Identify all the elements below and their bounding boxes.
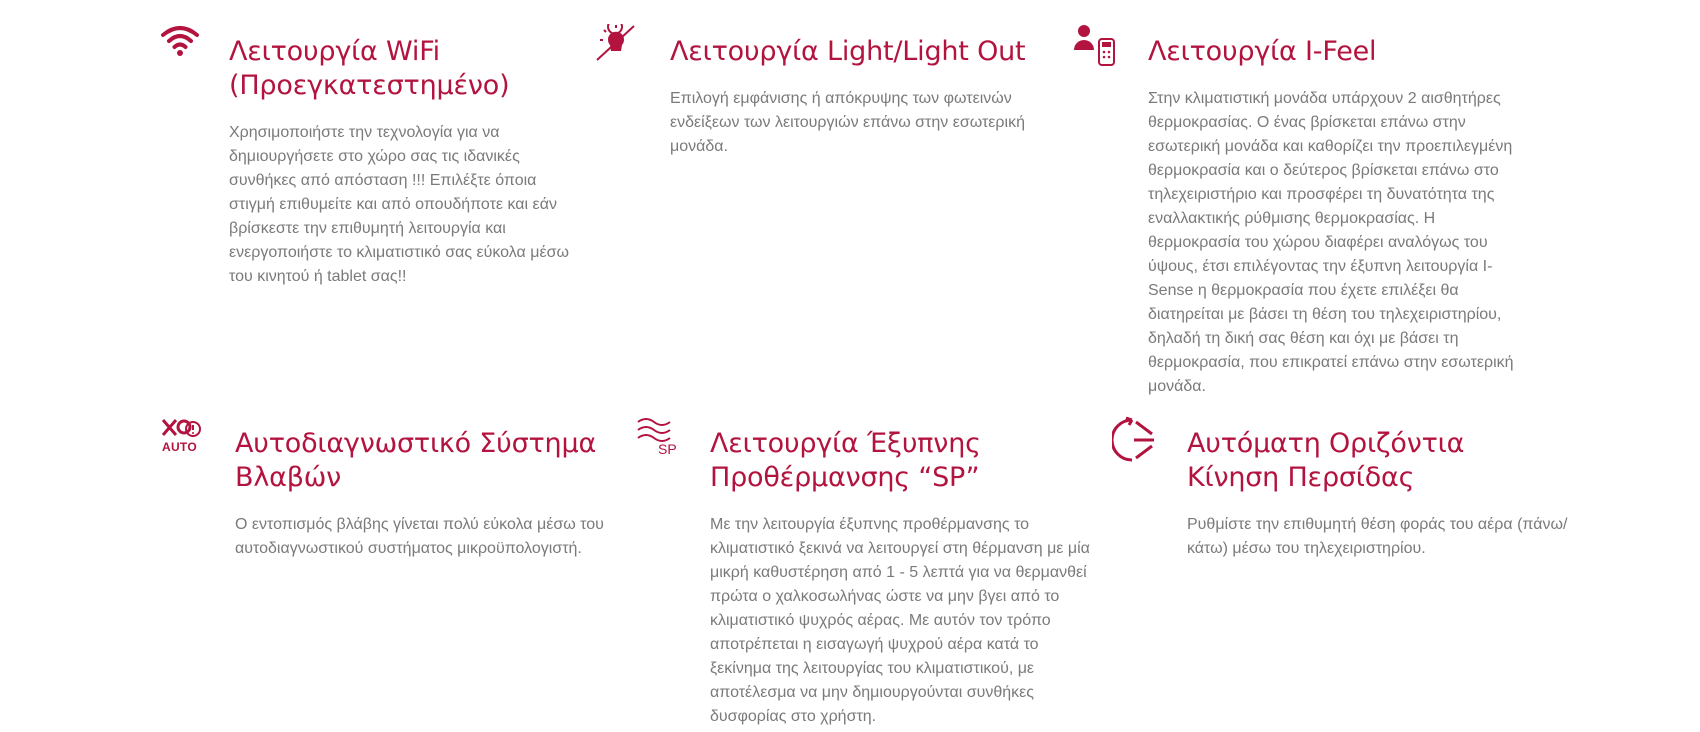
feature-title: Λειτουργία I-Feel (1148, 36, 1377, 67)
svg-text:SP (658, 441, 677, 457)
feature-title: Λειτουργία Light/Light Out (670, 36, 1026, 67)
feature-title: Αυτόματη Οριζόντια Κίνηση Περσίδας (1187, 428, 1465, 493)
feature-description: Ο εντοπισμός βλάβης γίνεται πολύ εύκολα μέσω του αυτοδιαγνωστικού συστήματος μικροϋπολογιστή. (235, 516, 604, 557)
feature-description: Χρησιμοποιήστε την τεχνολογία για να δημιουργήσετε στο χώρο σας τις ιδανικές συνθήκες από απόσταση !!! Επιλέξτε όποια στιγμή επιθυμείτε και από οπουδήποτε και εάν βρίσκεστε την επιθυμητή λειτουργία και ενεργοποιήστε το κλιματιστικό σας εύκολα μέσω του κινητού ή tablet σας!! (229, 124, 569, 285)
feature-description: Ρυθμίστε την επιθυμητή θέση φοράς του αέρα (πάνω/κάτω) μέσω του τηλεχειριστηρίου. (1187, 516, 1568, 557)
feature-title: Λειτουργία Έξυπνης Προθέρμανσης “SP” (710, 428, 981, 493)
wifi-icon (160, 24, 200, 58)
sp-preheat-icon (636, 414, 680, 458)
feature-description: Στην κλιματιστική μονάδα υπάρχουν 2 αισθητήρες θερμοκρασίας. Ο ένας βρίσκεται επάνω στην εσωτερική μονάδα και καθορίζει την προεπιλεγμένη θερμοκρασία και ο δεύτερος βρίσκεται επάνω στο τηλεχειριστήριο και προσφέρει τη δυνατότητα της εναλλακτικής ρύθμισης θερμοκρασίας. Η θερμοκρασία του χώρου διαφέρει αναλόγως του ύψους, έτσι επιλέγοντας την έξυπνη λειτουργία I-Sense η θερμοκρασία που έχετε επιλέξει θα διατηρείται με βάσει τη θέση του τηλεχειριστηρίου, δηλαδή τη δική σας θέση και όχι με βάσει τη θερμοκρασία, που επικρατεί επάνω στην εσωτερική μονάδα. (1148, 90, 1514, 395)
i-feel-icon (1073, 24, 1117, 68)
feature-description: Με την λειτουργία έξυπνης προθέρμανσης το κλιματιστικό ξεκινά να λειτουργεί στη θέρμανση με μία μικρή καθυστέρηση από 1 - 5 λεπτά για να θερμανθεί πρώτα ο χαλκοσωλήνας ώστε να μην βγει από το κλιματιστικό ψυχρός αέρας. Με αυτόν τον τρόπο αποτρέπεται η εισαγωγή ψυχρού αέρα κατά το ξεκίνημα της λειτουργίας του κλιματιστικού, με αποτέλεσμα να μην δημιουργούνται συνθήκες δυσφορίας στο χρήστη. (710, 516, 1090, 725)
feature-title: Λειτουργία WiFi (Προεγκατεστημένο) (229, 36, 510, 101)
feature-title: Αυτοδιαγνωστικό Σύστημα Βλαβών (235, 428, 597, 493)
sp-label: SP (658, 441, 677, 457)
auto-diagnosis-icon (160, 417, 204, 457)
light-off-icon (596, 24, 636, 62)
horizontal-swing-icon (1112, 416, 1156, 464)
feature-description: Επιλογή εμφάνισης ή απόκρυψης των φωτεινών ενδείξεων των λειτουργιών επάνω στην εσωτερική μονάδα. (670, 90, 1025, 155)
auto-label: AUTO (162, 440, 197, 454)
